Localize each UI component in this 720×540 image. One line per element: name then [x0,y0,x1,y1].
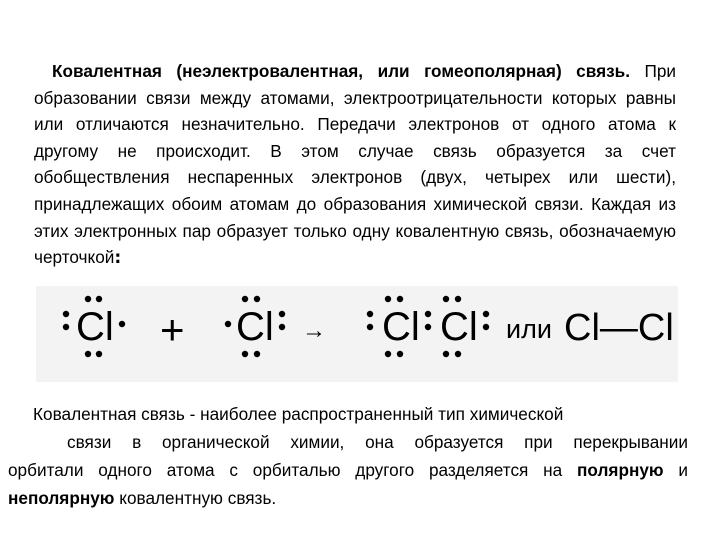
chlorine-atom-2 [225,296,285,357]
or-word: или [506,314,552,344]
term-polar: полярную [577,460,664,480]
paragraph-line-text: ковалентную связь. [119,488,277,508]
plus-sign: + [160,306,185,353]
paragraph-line [8,484,688,512]
paragraph-body: При образовании связи между атомами, электроотрицательности которых равны или отличаются незначительно. Передачи электронов от одного атома к другому не происходит. В этом случае связь образуется за счет обобществления неспаренных электронов (двух, четырех или шести), принадлежащих обоим атомам до образования химической связи. Каждая из этих электронных пар образует только одну ковалентную связь, обозначаемую черточкой [34,61,676,268]
atom-symbol: Cl [382,305,420,349]
conjunction: и [678,460,689,480]
term-nonpolar: неполярную [8,488,115,508]
paragraph-colon: : [114,248,122,269]
paragraph-covalent-definition [34,58,676,272]
reaction-arrow: → [302,317,326,344]
paragraph-line [8,456,688,484]
atom-symbol: Cl [236,305,274,349]
line-formula: Cl—Cl [564,307,674,349]
formula-image [36,286,678,382]
atom-symbol: Cl [440,305,478,349]
paragraph-line: связи в органической химии, она образуется при перекрывании [67,432,688,452]
paragraph-line-text: орбитали одного атома с орбиталью другого разделяется на [8,460,563,480]
paragraph-heading: Ковалентная (неэлектровалентная, или гомеополярная) связь. [52,61,630,81]
atom-symbol: Cl [76,305,114,349]
chlorine-molecule-dots [367,296,489,357]
paragraph-covalent-types [8,400,688,512]
paragraph-line: Ковалентная связь - наиболее распространенный тип химической [33,404,564,424]
chlorine-atom-1 [63,296,125,357]
formula-svg [36,286,678,382]
